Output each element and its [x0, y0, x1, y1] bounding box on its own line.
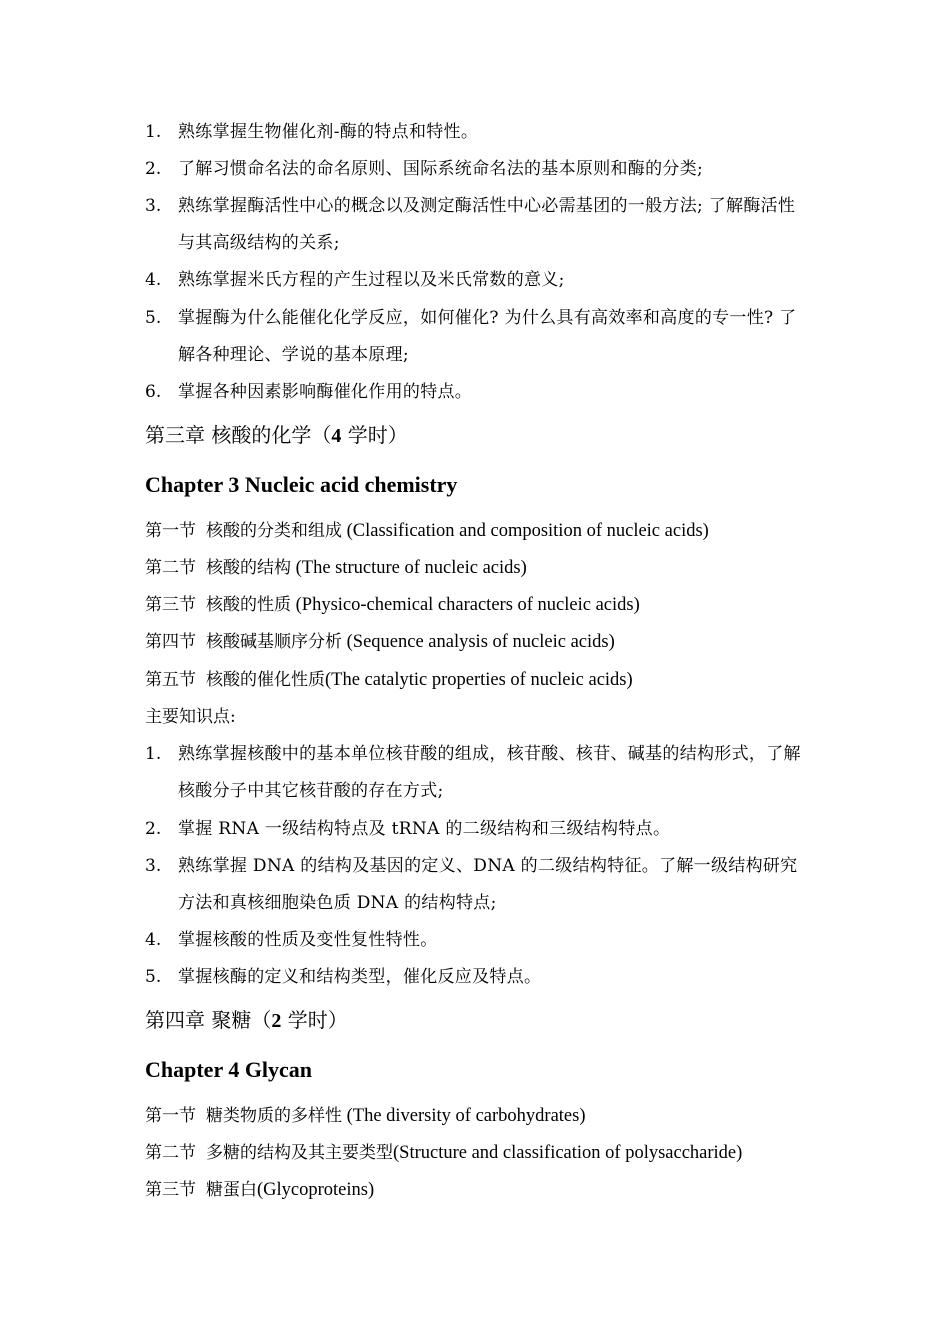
section-title-cn: 核酸的性质	[206, 595, 291, 615]
ch4-section-2	[145, 1141, 742, 1165]
chapter-3-title-en: Chapter 3 Nucleic acid chemistry	[145, 472, 458, 497]
list-number: 1.	[145, 744, 162, 764]
section-title-en: (The catalytic properties of nucleic acids)	[325, 670, 633, 690]
ch3-section-4	[145, 630, 615, 654]
section-title-cn: 核酸的结构	[206, 558, 291, 578]
section-title-cn: 核酸碱基顺序分析	[206, 632, 342, 652]
chapter-4-title-cn	[145, 1006, 348, 1035]
list-text: 熟练掌握生物催化剂-酶的特点和特性。	[178, 122, 479, 142]
section-label: 第四节	[145, 632, 196, 652]
ch2-objective-6	[145, 374, 810, 411]
list-number: 2.	[145, 159, 162, 179]
list-text: 掌握核酶的定义和结构类型，催化反应及特点。	[178, 967, 542, 987]
section-title-cn: 糖蛋白	[206, 1180, 257, 1200]
list-text: 熟练掌握酶活性中心的概念以及测定酶活性中心必需基团的一般方法; 了解酶活性与其高级结构的关系;	[178, 196, 796, 253]
ch3-key-point-5	[145, 959, 810, 996]
list-number: 3.	[145, 196, 162, 216]
ch4-section-3	[145, 1178, 374, 1202]
list-number: 1.	[145, 122, 162, 142]
chapter-title-prefix: 第四章 聚糖（	[145, 1008, 272, 1032]
section-title-en: (Sequence analysis of nucleic acids)	[342, 632, 615, 652]
list-number: 6.	[145, 382, 162, 402]
section-title-en: (The structure of nucleic acids)	[291, 558, 527, 578]
list-number: 4.	[145, 930, 162, 950]
section-label: 第五节	[145, 670, 196, 690]
ch3-section-3	[145, 593, 640, 617]
list-text: 了解习惯命名法的命名原则、国际系统命名法的基本原则和酶的分类;	[178, 159, 704, 179]
section-title-en: (Classification and composition of nucleic acids)	[342, 521, 709, 541]
ch2-objective-1	[145, 114, 810, 151]
list-number: 3.	[145, 856, 162, 876]
chapter-4-title-en: Chapter 4 Glycan	[145, 1057, 313, 1082]
chapter-3-title-cn	[145, 421, 408, 450]
ch3-section-2	[145, 556, 527, 580]
list-text: 掌握核酸的性质及变性复性特性。	[178, 930, 438, 950]
section-title-cn: 核酸的催化性质	[206, 670, 325, 690]
section-title-cn: 核酸的分类和组成	[206, 521, 342, 541]
section-title-en: (The diversity of carbohydrates)	[342, 1106, 586, 1126]
ch3-key-point-1	[145, 736, 810, 810]
ch3-key-point-3	[145, 848, 810, 922]
section-title-en: (Glycoproteins)	[257, 1180, 375, 1200]
list-number: 2.	[145, 819, 162, 839]
list-number: 5.	[145, 967, 162, 987]
ch3-section-1	[145, 519, 709, 543]
ch3-key-point-2	[145, 811, 810, 848]
ch3-section-5	[145, 668, 633, 692]
section-title-en: (Structure and classification of polysaccharide)	[393, 1143, 743, 1163]
chapter-title-suffix: 学时）	[281, 1008, 348, 1032]
ch2-objective-4	[145, 262, 810, 299]
section-title-cn: 糖类物质的多样性	[206, 1106, 342, 1126]
list-text: 掌握酶为什么能催化化学反应，如何催化? 为什么具有高效率和高度的专一性? 了解各种理论、学说的基本原理;	[178, 308, 797, 365]
ch3-key-point-4	[145, 922, 810, 959]
key-points-label: 主要知识点:	[145, 707, 236, 727]
chapter-hours: 2	[271, 1010, 282, 1032]
chapter-title-suffix: 学时）	[341, 423, 408, 447]
section-label: 第一节	[145, 521, 196, 541]
ch2-objective-2	[145, 151, 810, 188]
list-number: 5.	[145, 308, 162, 328]
chapter-hours: 4	[331, 425, 342, 447]
list-text: 熟练掌握核酸中的基本单位核苷酸的组成，核苷酸、核苷、碱基的结构形式，了解核酸分子中其它核苷酸的存在方式;	[178, 744, 801, 801]
list-number: 4.	[145, 270, 162, 290]
list-text: 熟练掌握 DNA 的结构及基因的定义、DNA 的二级结构特征。了解一级结构研究方法和真核细胞染色质 DNA 的结构特点;	[178, 856, 798, 913]
section-title-en: (Physico-chemical characters of nucleic acids)	[291, 595, 640, 615]
ch2-objective-3	[145, 188, 810, 262]
list-text: 熟练掌握米氏方程的产生过程以及米氏常数的意义;	[178, 270, 565, 290]
list-text: 掌握 RNA 一级结构特点及 tRNA 的二级结构和三级结构特点。	[178, 819, 671, 839]
section-label: 第三节	[145, 595, 196, 615]
section-label: 第一节	[145, 1106, 196, 1126]
section-title-cn: 多糖的结构及其主要类型	[206, 1143, 393, 1163]
ch4-section-1	[145, 1104, 586, 1128]
chapter-title-prefix: 第三章 核酸的化学（	[145, 423, 332, 447]
section-label: 第三节	[145, 1180, 196, 1200]
list-text: 掌握各种因素影响酶催化作用的特点。	[178, 382, 473, 402]
section-label: 第二节	[145, 558, 196, 578]
ch2-objective-5	[145, 300, 810, 374]
section-label: 第二节	[145, 1143, 196, 1163]
